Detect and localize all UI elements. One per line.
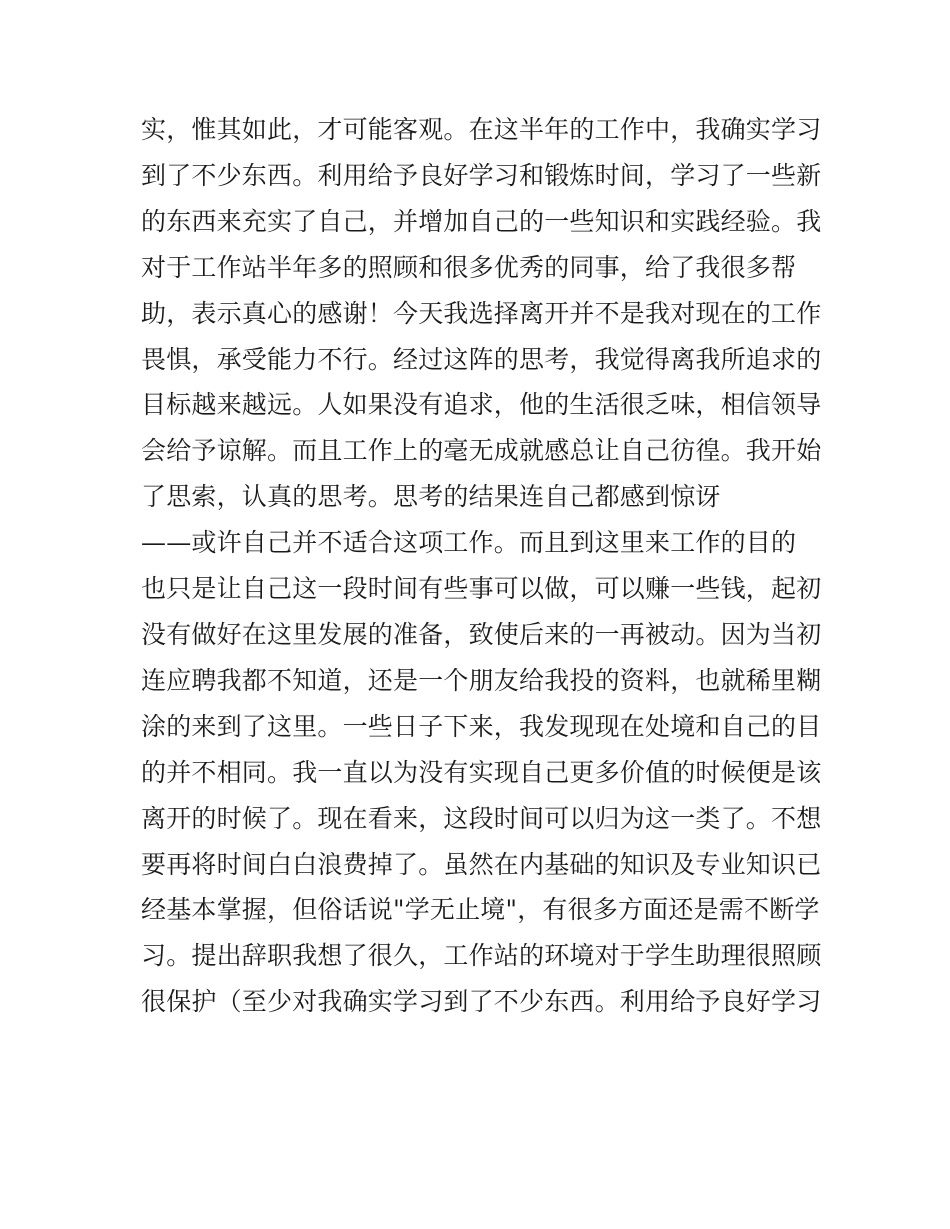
- text-line: 会给予谅解。而且工作上的毫无成就感总让自己彷徨。我开始: [141, 436, 822, 466]
- text-line: 很保护（至少对我确实学习到了不少东西。利用给予良好学习: [141, 987, 822, 1017]
- text-line: 到了不少东西。利用给予良好学习和锻炼时间，学习了一些新: [141, 160, 822, 190]
- text-line: 没有做好在这里发展的准备，致使后来的一再被动。因为当初: [141, 619, 822, 649]
- text-line: 经基本掌握，但俗话说"学无止境"，有很多方面还是需不断学: [141, 895, 820, 925]
- body-text: [141, 107, 821, 1025]
- text-line: 涂的来到了这里。一些日子下来，我发现现在处境和自己的目: [141, 711, 822, 741]
- text-line: 的东西来充实了自己，并增加自己的一些知识和实践经验。我: [141, 206, 822, 236]
- text-line: 助，表示真心的感谢！今天我选择离开并不是我对现在的工作: [141, 298, 822, 328]
- text-line: 畏惧，承受能力不行。经过这阵的思考，我觉得离我所追求的: [141, 344, 822, 374]
- text-line: 连应聘我都不知道，还是一个朋友给我投的资料，也就稀里糊: [141, 665, 822, 695]
- text-line: 对于工作站半年多的照顾和很多优秀的同事，给了我很多帮: [141, 252, 797, 282]
- text-line: ——或许自己并不适合这项工作。而且到这里来工作的目的: [141, 528, 797, 558]
- text-line: 离开的时候了。现在看来，这段时间可以归为这一类了。不想: [141, 803, 822, 833]
- text-line: 的并不相同。我一直以为没有实现自己更多价值的时候便是该: [141, 757, 822, 787]
- text-line: 实，惟其如此，才可能客观。在这半年的工作中，我确实学习: [141, 115, 822, 144]
- text-line: 了思索，认真的思考。思考的结果连自己都感到惊讶: [141, 482, 721, 512]
- text-line: 要再将时间白白浪费掉了。虽然在内基础的知识及专业知识已: [141, 849, 822, 879]
- text-line: 习。提出辞职我想了很久，工作站的环境对于学生助理很照顾: [141, 941, 822, 971]
- text-line: 也只是让自己这一段时间有些事可以做，可以赚一些钱，起初: [141, 574, 822, 604]
- text-line: 目标越来越远。人如果没有追求，他的生活很乏味，相信领导: [141, 390, 822, 420]
